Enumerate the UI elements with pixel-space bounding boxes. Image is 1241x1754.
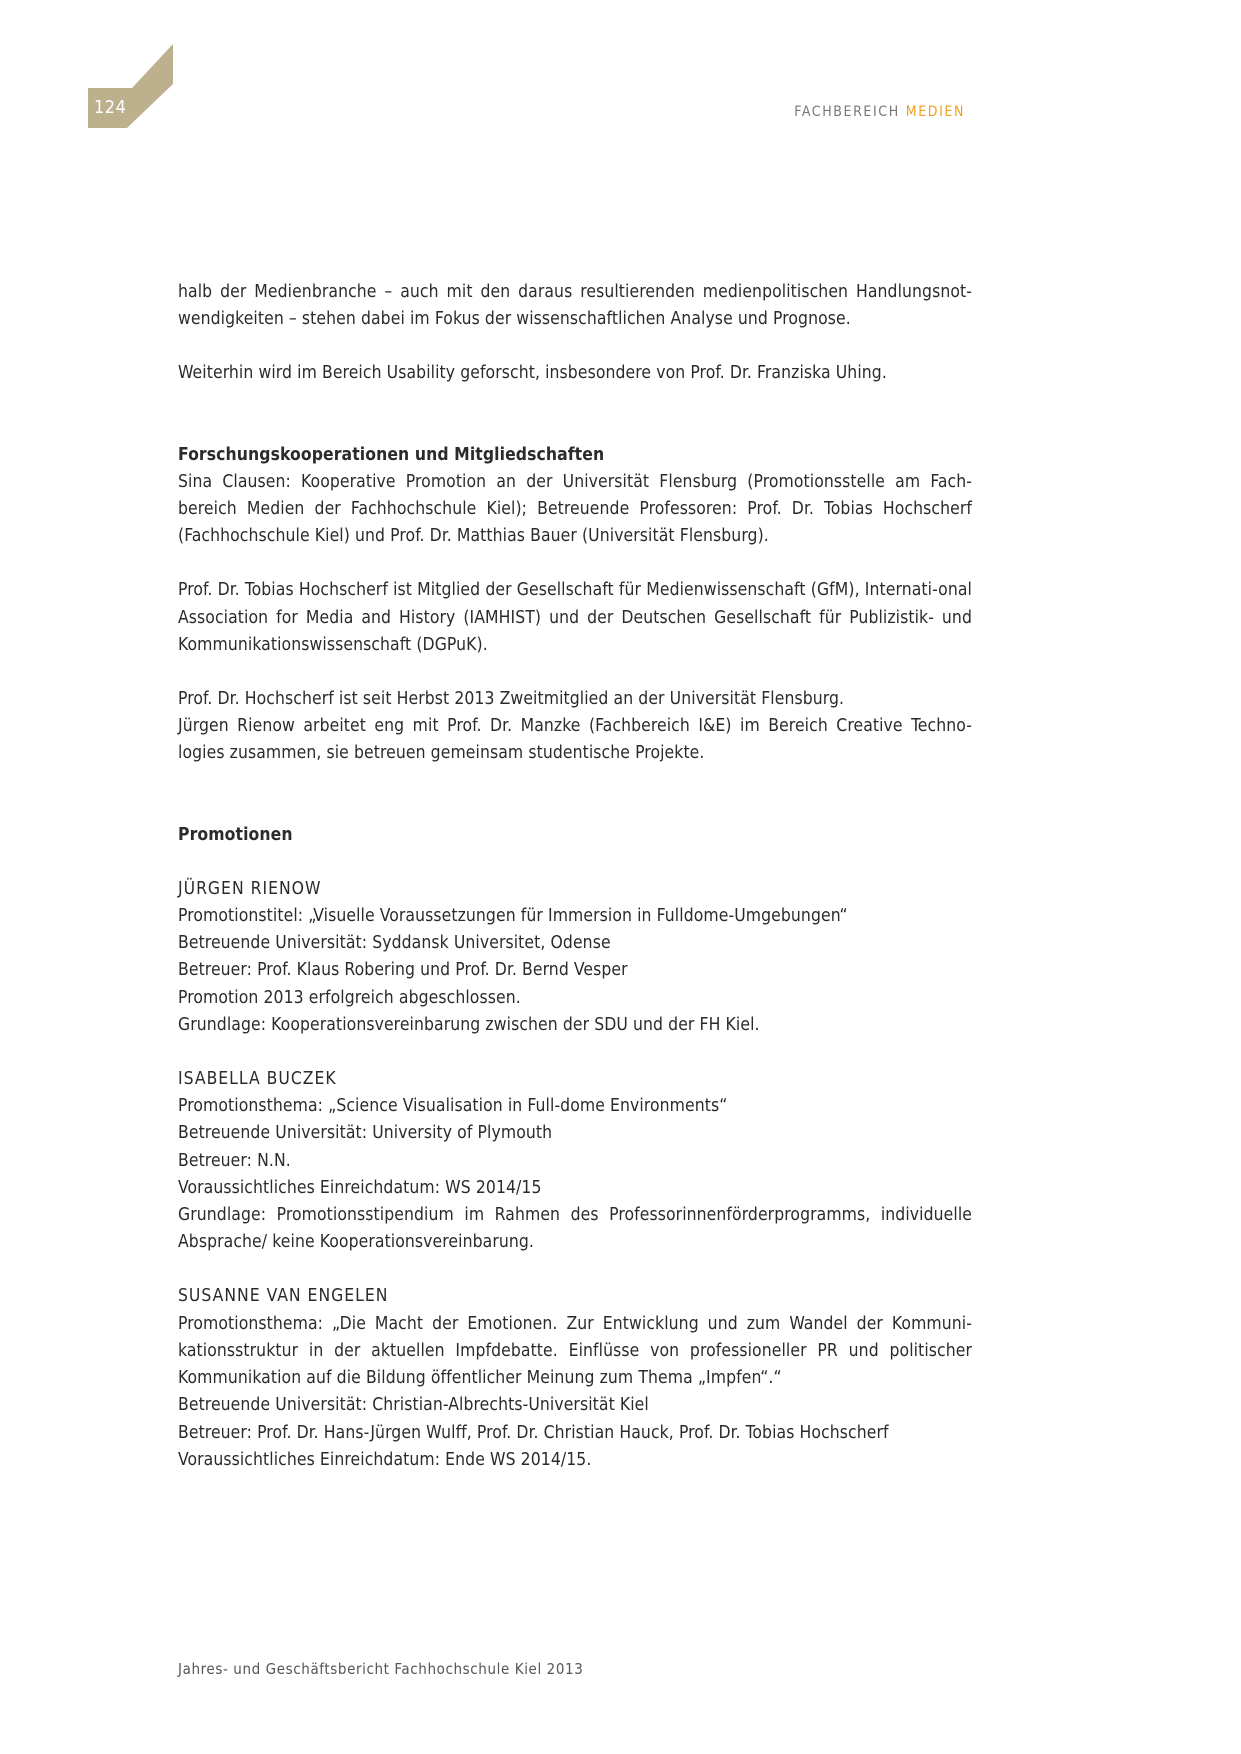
section-heading-kooperationen: Forschungskooperationen und Mitgliedschaften bbox=[178, 444, 605, 465]
header-accent: MEDIEN bbox=[905, 104, 965, 120]
mitgliedschaft-paragraph: Prof. Dr. Tobias Hochscherf ist Mitglied der Gesellschaft für Medienwissenschaft (GfM), Internati-onal Association for Media and History (IAMHIST) und der Deutschen Gesellschaft für Publizistik- und Kommunikationswissenschaft (DGPuK). bbox=[178, 580, 972, 655]
creative-technologies-paragraph: Jürgen Rienow arbeitet eng mit Prof. Dr. Manzke (Fachbereich I&E) im Bereich Creative Techno-logies zusammen, sie betreuen gemeinsam studentische Projekte. bbox=[178, 716, 972, 764]
usability-paragraph: Weiterhin wird im Bereich Usability geforscht, insbesondere von Prof. Dr. Franziska Uhing. bbox=[178, 363, 887, 384]
page-footer: Jahres- und Geschäftsbericht Fachhochschule Kiel 2013 bbox=[178, 1660, 584, 1678]
promotion-line: Grundlage: Promotionsstipendium im Rahmen des Professorinnenförderprogramms, individuelle Absprache/ keine Kooperationsvereinbarung. bbox=[178, 1205, 972, 1253]
promotion-line: Betreuende Universität: Christian-Albrechts-Universität Kiel bbox=[178, 1395, 649, 1416]
promotion-line: Promotion 2013 erfolgreich abgeschlossen. bbox=[178, 987, 521, 1008]
intro-paragraph: halb der Medienbranche – auch mit den daraus resultierenden medienpolitischen Handlungsnot-wendigkeiten – stehen dabei im Fokus der wissenschaftlichen Analyse und Prognose. bbox=[178, 282, 972, 330]
promotion-line: Betreuer: Prof. Klaus Robering und Prof. Dr. Bernd Vesper bbox=[178, 960, 628, 981]
promotion-entry bbox=[178, 876, 972, 1039]
header-label: FACHBEREICH bbox=[794, 104, 900, 120]
promotion-name: SUSANNE VAN ENGELEN bbox=[178, 1286, 389, 1307]
zweitmitglied-line: Prof. Dr. Hochscherf ist seit Herbst 2013 Zweitmitglied an der Universität Flensburg. bbox=[178, 689, 845, 710]
promotion-line: Voraussichtliches Einreichdatum: Ende WS 2014/15. bbox=[178, 1449, 592, 1470]
promotion-line: Promotionstitel: „Visuelle Voraussetzungen für Immersion in Fulldome-Umgebungen“ bbox=[178, 906, 848, 927]
promotion-line: Voraussichtliches Einreichdatum: WS 2014/15 bbox=[178, 1177, 542, 1198]
promotion-entry bbox=[178, 1066, 972, 1256]
promotion-line: Promotionsthema: „Die Macht der Emotionen. Zur Entwicklung und zum Wandel der Kommuni-kationsstruktur in der aktuellen Impfdebatte. Einflüsse von professioneller PR und politischer Kommunikation auf die Bildung öffentlicher Meinung zum Thema „Impfen“.“ bbox=[178, 1313, 972, 1389]
promotion-line: Promotionsthema: „Science Visualisation in Full-dome Environments“ bbox=[178, 1096, 728, 1117]
page-number: 124 bbox=[94, 97, 127, 118]
running-header bbox=[794, 104, 965, 120]
promotion-name: ISABELLA BUCZEK bbox=[178, 1069, 337, 1090]
section-heading-promotionen: Promotionen bbox=[178, 824, 293, 845]
promotion-line: Grundlage: Kooperationsvereinbarung zwischen der SDU und der FH Kiel. bbox=[178, 1014, 760, 1035]
promotion-line: Betreuende Universität: University of Plymouth bbox=[178, 1123, 553, 1144]
promotion-line: Betreuende Universität: Syddansk Universitet, Odense bbox=[178, 933, 611, 954]
promotion-name: JÜRGEN RIENOW bbox=[178, 878, 322, 899]
main-content bbox=[178, 279, 972, 1474]
promotion-entry bbox=[178, 1283, 972, 1473]
promotion-line: Betreuer: Prof. Dr. Hans-Jürgen Wulff, Prof. Dr. Christian Hauck, Prof. Dr. Tobias Hochscherf bbox=[178, 1422, 889, 1443]
kooperation-paragraph: Sina Clausen: Kooperative Promotion an der Universität Flensburg (Promotionsstelle am Fach-bereich Medien der Fachhochschule Kiel); Betreuende Professoren: Prof. Dr. Tobias Hochscherf (Fachhochschule Kiel) und Prof. Dr. Matthias Bauer (Universität Flensburg). bbox=[178, 471, 972, 547]
promotion-line: Betreuer: N.N. bbox=[178, 1150, 291, 1171]
